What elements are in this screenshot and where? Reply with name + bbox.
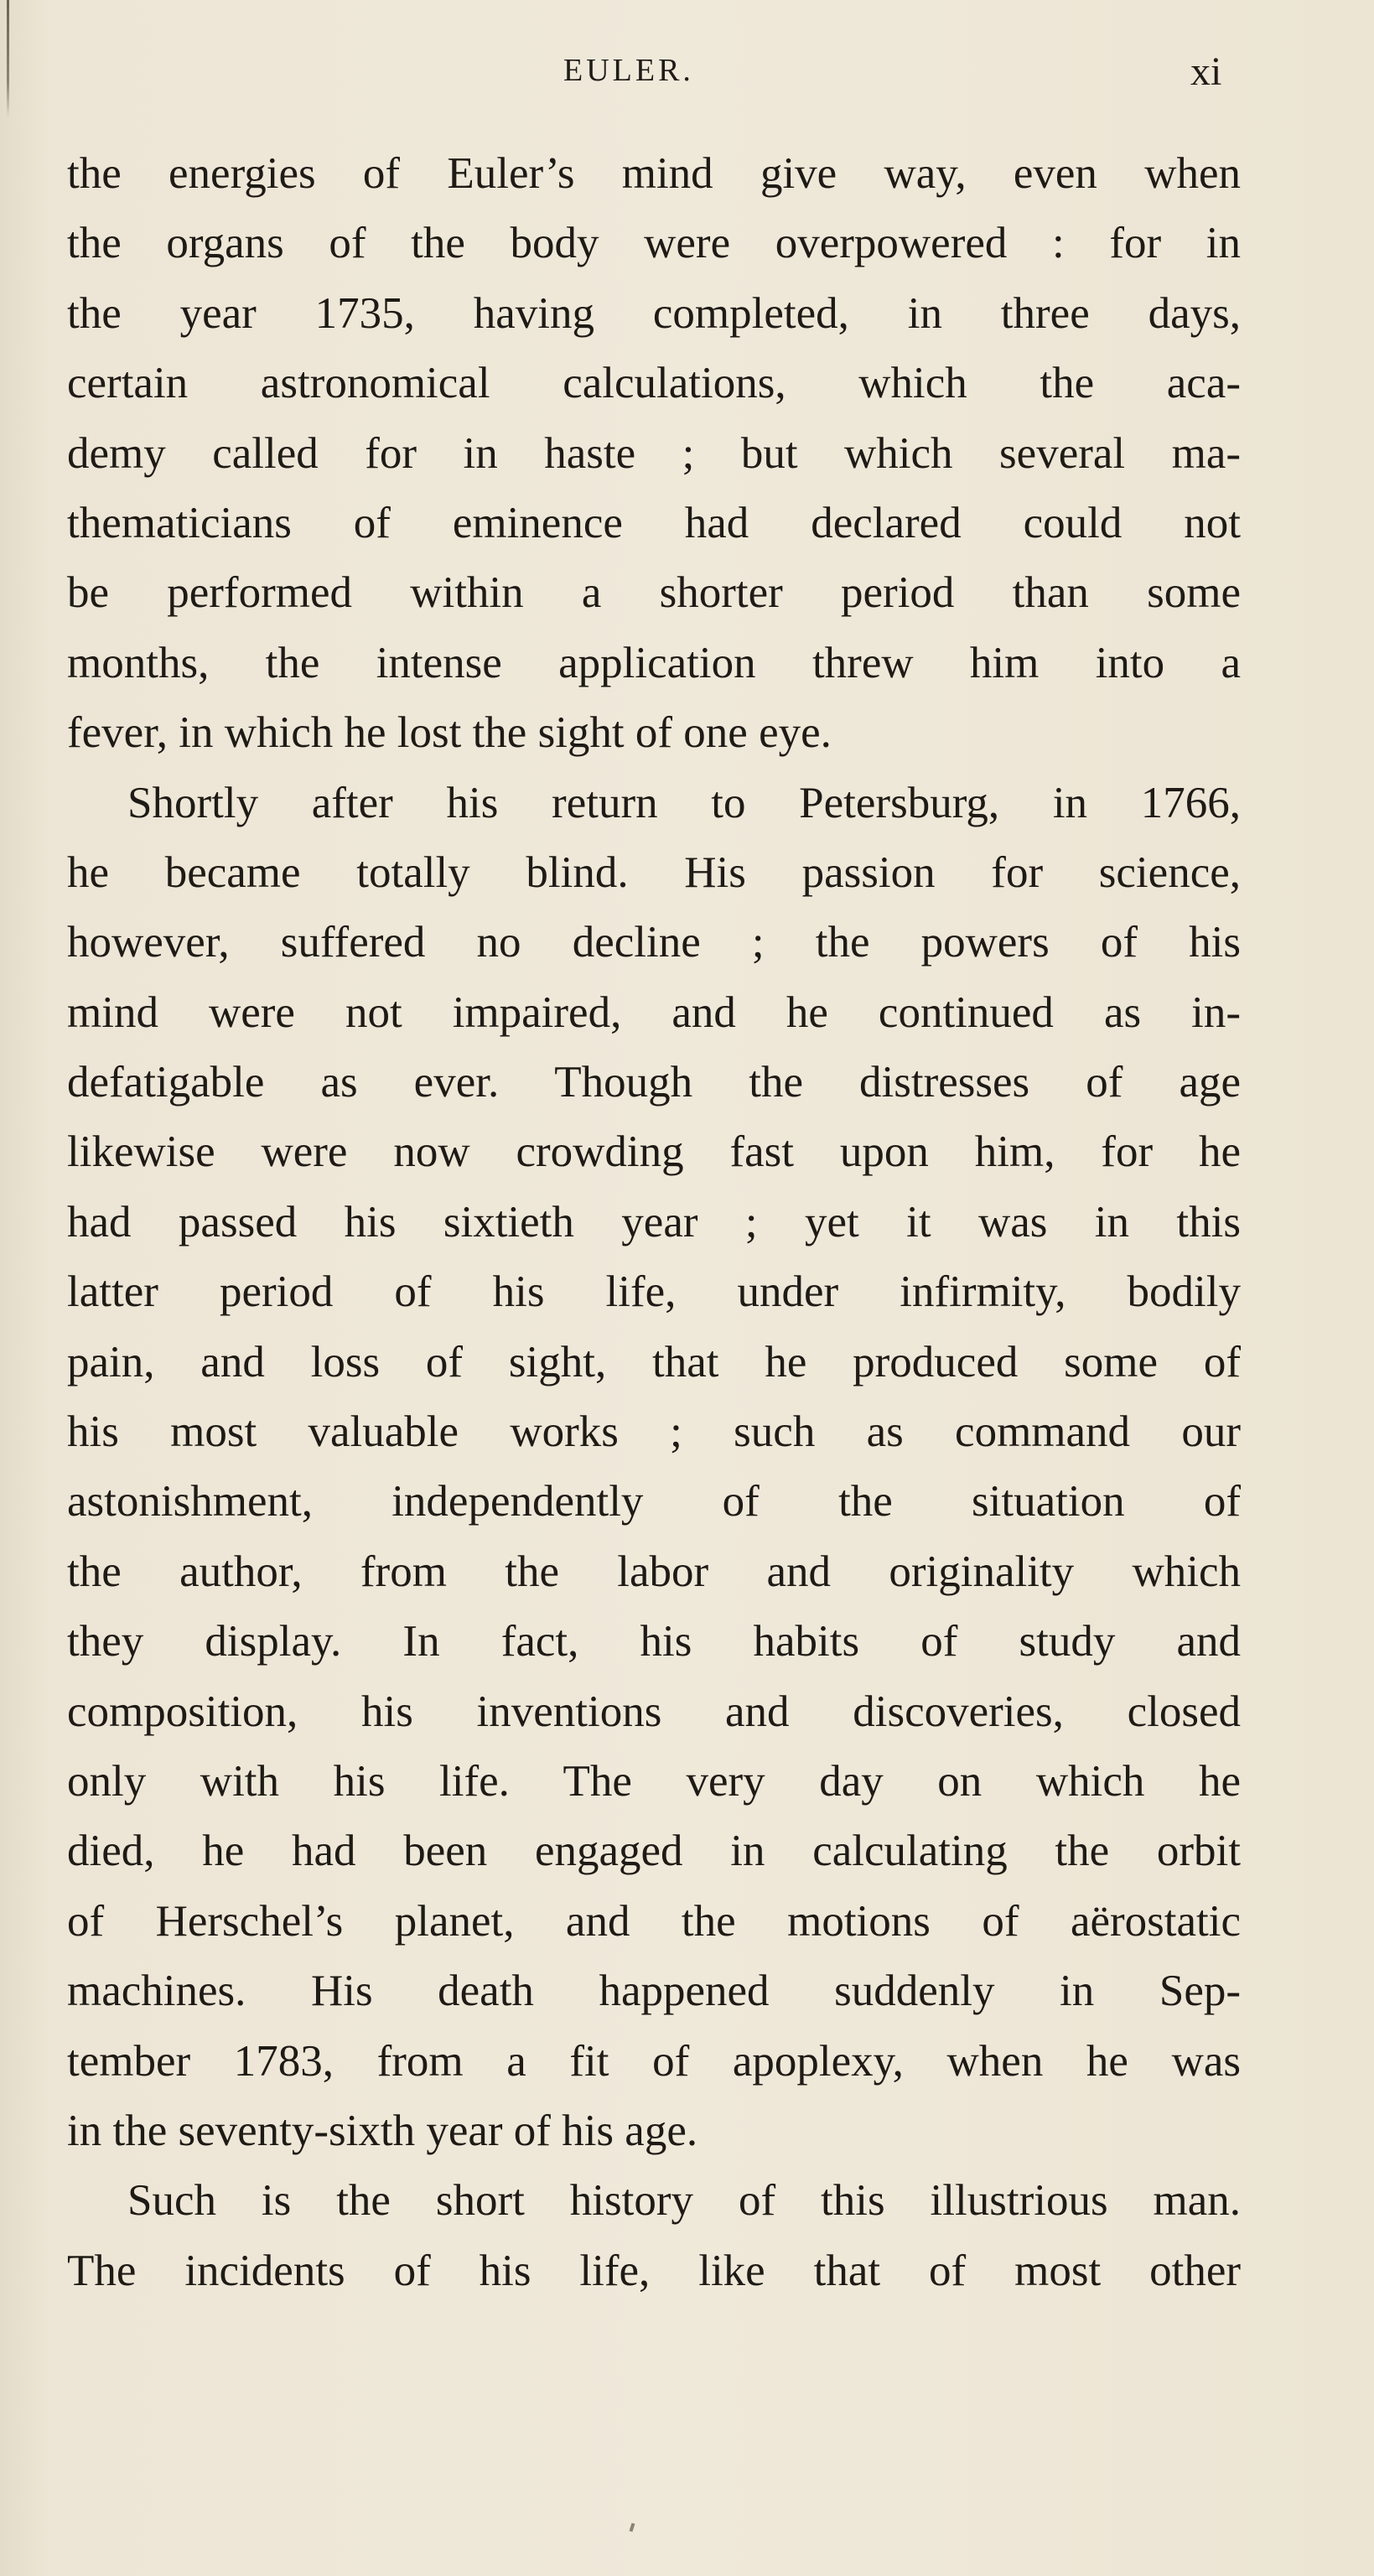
text-line: likewise were now crowding fast upon him, for he bbox=[67, 1127, 1241, 1177]
text-line: the year 1735, having completed, in three days, bbox=[67, 288, 1241, 338]
text-line: thematicians of eminence had declared could not bbox=[67, 498, 1241, 547]
text-line: the energies of Euler’s mind give way, even when bbox=[67, 149, 1241, 198]
text-line: Such is the short history of this illustrious man. bbox=[127, 2176, 1241, 2226]
text-line: Shortly after his return to Petersburg, in 1766, bbox=[127, 778, 1241, 827]
running-title: EULER. bbox=[563, 53, 694, 88]
text-line: however, suffered no decline ; the powers of his bbox=[67, 918, 1241, 967]
text-line: months, the intense application threw him into a bbox=[67, 638, 1241, 687]
text-line: certain astronomical calculations, which the aca- bbox=[67, 359, 1241, 408]
text-line: astonishment, independently of the situation of bbox=[67, 1477, 1241, 1526]
text-line: they display. In fact, his habits of study and bbox=[67, 1617, 1241, 1666]
text-line: his most valuable works ; such as command our bbox=[67, 1407, 1241, 1457]
paper-speck bbox=[630, 2523, 635, 2532]
text-line: had passed his sixtieth year ; yet it was in this bbox=[67, 1197, 1241, 1247]
text-line: mind were not impaired, and he continued as in- bbox=[67, 987, 1241, 1037]
text-line: he became totally blind. His passion for science, bbox=[67, 847, 1241, 897]
text-line: The incidents of his life, like that of most other bbox=[67, 2246, 1241, 2295]
page-number: xi bbox=[1190, 49, 1222, 94]
text-line: the organs of the body were overpowered : for in bbox=[67, 219, 1241, 268]
text-line: be performed within a shorter period than some bbox=[67, 568, 1241, 618]
text-line: latter period of his life, under infirmity, bodily bbox=[67, 1267, 1241, 1317]
text-line: composition, his inventions and discoveries, closed bbox=[67, 1687, 1241, 1736]
body-text bbox=[67, 139, 1241, 2306]
text-line: died, he had been engaged in calculating the orbit bbox=[67, 1827, 1241, 1876]
text-line: the author, from the labor and originality which bbox=[67, 1547, 1241, 1596]
text-line: only with his life. The very day on which he bbox=[67, 1756, 1241, 1806]
running-head bbox=[0, 49, 1374, 102]
text-line: of Herschel’s planet, and the motions of aërostatic bbox=[67, 1896, 1241, 1946]
text-line: machines. His death happened suddenly in Sep- bbox=[67, 1967, 1241, 2016]
text-line: fever, in which he lost the sight of one eye. bbox=[67, 708, 832, 758]
text-line: in the seventy-sixth year of his age. bbox=[67, 2106, 698, 2155]
text-line: tember 1783, from a fit of apoplexy, when he was bbox=[67, 2036, 1241, 2086]
text-line: defatigable as ever. Though the distresses of age bbox=[67, 1058, 1241, 1107]
text-line: pain, and loss of sight, that he produced some of bbox=[67, 1337, 1241, 1386]
text-line: demy called for in haste ; but which several ma- bbox=[67, 428, 1241, 478]
